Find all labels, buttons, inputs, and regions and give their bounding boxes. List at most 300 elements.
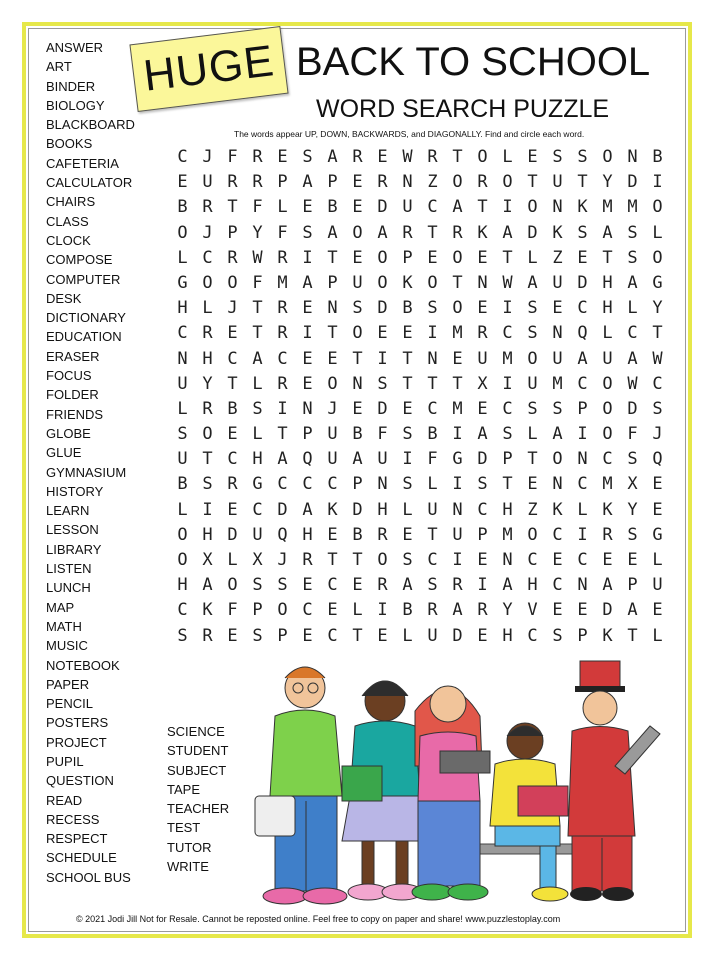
grid-letter: I [477, 575, 488, 596]
grid-letter: F [227, 600, 238, 621]
grid-letter: I [652, 172, 663, 193]
grid-letter: N [402, 172, 413, 193]
grid-letter: E [227, 424, 238, 445]
grid-letter: I [402, 449, 413, 470]
grid-letter: E [577, 247, 588, 268]
grid-letter: O [177, 524, 188, 545]
word-list-item: FOLDER [46, 387, 99, 403]
grid-letter: M [602, 197, 613, 218]
word-list-item: TAPE [167, 781, 200, 797]
grid-letter: J [652, 424, 663, 445]
grid-letter: C [552, 575, 563, 596]
grid-letter: G [652, 272, 663, 293]
grid-letter: R [452, 222, 463, 243]
grid-letter: E [452, 348, 463, 369]
grid-letter: R [477, 323, 488, 344]
grid-letter: I [577, 524, 588, 545]
word-list-item: PENCIL [46, 696, 93, 712]
grid-letter: D [627, 172, 638, 193]
grid-letter: A [602, 222, 613, 243]
grid-letter: U [177, 449, 188, 470]
grid-letter: T [252, 298, 263, 319]
grid-letter: X [477, 373, 488, 394]
grid-letter: O [527, 348, 538, 369]
letter-grid [170, 145, 670, 649]
grid-letter: O [177, 550, 188, 570]
grid-letter: D [277, 499, 288, 520]
grid-letter: U [552, 348, 563, 369]
grid-letter: S [402, 550, 413, 570]
grid-letter: H [602, 298, 613, 319]
grid-letter: P [277, 625, 288, 646]
grid-letter: E [302, 625, 313, 646]
grid-letter: T [327, 247, 338, 268]
grid-letter: T [427, 222, 438, 243]
grid-letter: R [277, 298, 288, 319]
grid-letter: C [327, 474, 338, 495]
grid-letter: Y [252, 222, 263, 243]
grid-letter: R [377, 172, 388, 193]
grid-letter: S [427, 298, 438, 319]
grid-letter: A [527, 272, 538, 293]
grid-letter: E [227, 323, 238, 344]
grid-letter: T [402, 348, 413, 369]
student-3-figure [412, 686, 490, 900]
grid-letter: S [502, 424, 513, 445]
grid-letter: I [452, 550, 463, 570]
grid-letter: P [352, 474, 363, 495]
grid-letter: S [402, 474, 413, 495]
grid-letter: N [552, 474, 563, 495]
grid-letter: M [627, 197, 638, 218]
grid-letter: O [352, 222, 363, 243]
grid-letter: L [402, 499, 413, 520]
word-list-item: STUDENT [167, 743, 229, 759]
grid-letter: D [377, 197, 388, 218]
grid-letter: T [227, 373, 238, 394]
grid-letter: Q [652, 449, 663, 470]
grid-letter: R [227, 172, 238, 193]
word-list-item: READ [46, 792, 83, 808]
grid-letter: E [652, 499, 663, 520]
grid-letter: O [202, 424, 213, 445]
huge-badge-text: HUGE [140, 36, 277, 101]
grid-letter: A [327, 147, 338, 167]
grid-letter: K [577, 197, 588, 218]
grid-letter: A [502, 222, 513, 243]
grid-letter: S [627, 449, 638, 470]
grid-letter: L [627, 298, 638, 319]
grid-letter: F [427, 449, 438, 470]
grid-letter: D [227, 524, 238, 545]
grid-letter: T [352, 625, 363, 646]
grid-letter: O [527, 197, 538, 218]
grid-letter: T [352, 550, 363, 570]
grid-letter: R [277, 323, 288, 344]
grid-letter: K [402, 272, 413, 293]
grid-letter: U [252, 524, 263, 545]
grid-letter: B [227, 398, 238, 419]
grid-letter: T [452, 272, 463, 293]
grid-letter: E [327, 524, 338, 545]
student-1-figure [255, 667, 347, 904]
grid-letter: N [377, 474, 388, 495]
grid-letter: L [602, 323, 613, 344]
grid-letter: O [602, 373, 613, 394]
grid-letter: R [227, 474, 238, 495]
grid-letter: M [452, 323, 463, 344]
grid-row [170, 447, 670, 472]
word-list-item: PROJECT [46, 734, 107, 750]
grid-letter: E [527, 147, 538, 167]
grid-letter: R [427, 600, 438, 621]
grid-row [170, 523, 670, 548]
grid-letter: Y [202, 373, 213, 394]
grid-letter: F [377, 424, 388, 445]
grid-letter: L [652, 222, 663, 243]
word-list-item: CLASS [46, 213, 89, 229]
grid-letter: H [502, 499, 513, 520]
grid-letter: M [502, 348, 513, 369]
grid-letter: A [627, 272, 638, 293]
grid-letter: R [252, 147, 263, 167]
grid-letter: T [402, 373, 413, 394]
grid-letter: M [452, 398, 463, 419]
grid-row [170, 271, 670, 296]
students-illustration [250, 656, 680, 916]
word-list-item: PUPIL [46, 753, 84, 769]
word-list-item: CLOCK [46, 232, 91, 248]
grid-letter: S [252, 398, 263, 419]
grid-letter: A [627, 600, 638, 621]
grid-letter: Q [302, 449, 313, 470]
grid-letter: B [352, 524, 363, 545]
grid-letter: O [327, 373, 338, 394]
word-list-item: DESK [46, 290, 82, 306]
grid-letter: L [177, 499, 188, 520]
grid-letter: R [402, 222, 413, 243]
grid-letter: H [377, 499, 388, 520]
grid-row [170, 296, 670, 321]
grid-letter: N [552, 323, 563, 344]
word-list-item: GYMNASIUM [46, 464, 127, 480]
grid-letter: P [477, 524, 488, 545]
grid-letter: S [627, 222, 638, 243]
grid-letter: A [202, 575, 213, 596]
grid-letter: E [477, 398, 488, 419]
grid-row [170, 145, 670, 170]
grid-letter: J [202, 222, 213, 243]
grid-letter: S [527, 298, 538, 319]
grid-letter: U [377, 449, 388, 470]
grid-letter: O [652, 197, 663, 218]
grid-letter: N [552, 197, 563, 218]
grid-letter: I [452, 474, 463, 495]
grid-letter: B [177, 197, 188, 218]
grid-letter: E [302, 197, 313, 218]
grid-letter: E [302, 348, 313, 369]
grid-letter: R [277, 373, 288, 394]
grid-row [170, 598, 670, 623]
grid-letter: U [477, 348, 488, 369]
grid-letter: S [552, 625, 563, 646]
word-list-item: BINDER [46, 78, 96, 94]
grid-letter: U [327, 449, 338, 470]
grid-letter: U [652, 575, 663, 596]
grid-letter: C [527, 550, 538, 570]
grid-letter: C [277, 348, 288, 369]
word-list-item: POSTERS [46, 715, 109, 731]
grid-letter: E [377, 625, 388, 646]
grid-letter: P [227, 222, 238, 243]
word-list-item: CHAIRS [46, 194, 96, 210]
grid-letter: F [627, 424, 638, 445]
grid-letter: J [327, 398, 338, 419]
grid-letter: E [302, 373, 313, 394]
grid-letter: N [352, 373, 363, 394]
word-list-item: SCHEDULE [46, 850, 117, 866]
grid-letter: U [602, 348, 613, 369]
grid-letter: D [477, 449, 488, 470]
grid-letter: S [302, 147, 313, 167]
grid-letter: N [452, 499, 463, 520]
grid-letter: P [252, 600, 263, 621]
word-list-item: FRIENDS [46, 406, 104, 422]
grid-letter: O [227, 575, 238, 596]
grid-letter: L [177, 247, 188, 268]
word-list-item: COMPUTER [46, 271, 121, 287]
grid-letter: A [302, 272, 313, 293]
grid-letter: C [302, 474, 313, 495]
grid-row [170, 573, 670, 598]
grid-letter: U [527, 373, 538, 394]
grid-letter: A [452, 197, 463, 218]
word-list-item: LUNCH [46, 580, 91, 596]
grid-letter: O [352, 323, 363, 344]
grid-letter: Q [577, 323, 588, 344]
grid-letter: F [227, 147, 238, 167]
grid-letter: F [252, 197, 263, 218]
word-list-item: COMPOSE [46, 252, 113, 268]
grid-letter: O [602, 424, 613, 445]
word-list-item: ART [46, 59, 72, 75]
grid-letter: F [252, 272, 263, 293]
grid-letter: L [402, 625, 413, 646]
grid-letter: C [327, 575, 338, 596]
grid-letter: M [552, 373, 563, 394]
word-list-item: RESPECT [46, 831, 108, 847]
grid-letter: E [577, 600, 588, 621]
grid-letter: L [577, 499, 588, 520]
grid-letter: C [202, 247, 213, 268]
grid-letter: C [177, 147, 188, 167]
grid-letter: R [427, 147, 438, 167]
grid-letter: U [202, 172, 213, 193]
grid-row [170, 246, 670, 271]
grid-letter: H [302, 524, 313, 545]
grid-letter: D [627, 398, 638, 419]
grid-letter: S [177, 625, 188, 646]
grid-row [170, 347, 670, 372]
grid-letter: S [552, 398, 563, 419]
grid-letter: T [352, 348, 363, 369]
grid-letter: S [527, 323, 538, 344]
grid-letter: N [502, 550, 513, 570]
grid-letter: E [477, 550, 488, 570]
grid-letter: N [177, 348, 188, 369]
grid-letter: Y [627, 499, 638, 520]
word-list-item: LESSON [46, 522, 99, 538]
grid-letter: L [202, 298, 213, 319]
grid-letter: E [352, 197, 363, 218]
grid-letter: A [402, 575, 413, 596]
grid-letter: C [427, 197, 438, 218]
grid-letter: J [227, 298, 238, 319]
grid-letter: Q [277, 524, 288, 545]
grid-letter: R [252, 172, 263, 193]
grid-letter: D [377, 298, 388, 319]
student-4-figure [490, 723, 568, 901]
grid-letter: L [527, 247, 538, 268]
grid-letter: H [602, 272, 613, 293]
grid-letter: O [202, 272, 213, 293]
grid-letter: B [652, 147, 663, 167]
grid-letter: I [277, 398, 288, 419]
grid-letter: E [227, 499, 238, 520]
grid-letter: C [302, 600, 313, 621]
word-list-item: LIBRARY [46, 541, 102, 557]
grid-letter: A [327, 222, 338, 243]
grid-letter: O [552, 449, 563, 470]
grid-letter: L [427, 474, 438, 495]
grid-letter: O [452, 172, 463, 193]
grid-letter: D [377, 398, 388, 419]
grid-letter: C [502, 323, 513, 344]
word-list-item: MUSIC [46, 638, 88, 654]
grid-letter: T [602, 247, 613, 268]
grid-letter: O [452, 247, 463, 268]
grid-letter: I [377, 600, 388, 621]
grid-letter: T [627, 625, 638, 646]
instructions: The words appear UP, DOWN, BACKWARDS, and DIAGONALLY. Find and circle each word. [234, 129, 585, 139]
grid-letter: Y [602, 172, 613, 193]
grid-letter: T [327, 550, 338, 570]
grid-letter: T [227, 197, 238, 218]
word-list-item: TEACHER [167, 801, 230, 817]
grid-letter: S [477, 474, 488, 495]
grid-letter: T [452, 147, 463, 167]
grid-letter: E [327, 348, 338, 369]
grid-letter: C [652, 373, 663, 394]
grid-letter: W [252, 247, 263, 268]
word-list-item: CALCULATOR [46, 175, 133, 191]
grid-letter: F [277, 222, 288, 243]
grid-letter: N [327, 298, 338, 319]
grid-letter: R [602, 524, 613, 545]
grid-letter: E [277, 147, 288, 167]
grid-letter: S [627, 247, 638, 268]
grid-letter: G [652, 524, 663, 545]
grid-row [170, 221, 670, 246]
grid-letter: T [252, 323, 263, 344]
word-list-column-1 [46, 38, 135, 887]
grid-letter: O [527, 524, 538, 545]
grid-letter: U [177, 373, 188, 394]
grid-letter: B [427, 424, 438, 445]
word-list-item: EDUCATION [46, 329, 122, 345]
grid-letter: P [402, 247, 413, 268]
grid-letter: I [502, 298, 513, 319]
grid-letter: T [577, 172, 588, 193]
grid-letter: W [502, 272, 513, 293]
grid-letter: C [177, 600, 188, 621]
grid-letter: S [352, 298, 363, 319]
grid-letter: T [652, 323, 663, 344]
grid-letter: E [527, 474, 538, 495]
grid-letter: K [477, 222, 488, 243]
word-list-item: ANSWER [46, 40, 104, 55]
grid-letter: N [477, 272, 488, 293]
grid-letter: P [577, 398, 588, 419]
grid-letter: H [527, 575, 538, 596]
grid-letter: S [527, 398, 538, 419]
grid-letter: D [602, 600, 613, 621]
grid-letter: S [627, 524, 638, 545]
word-list-column-2 [167, 722, 229, 876]
word-list-item: ERASER [46, 348, 100, 364]
grid-letter: X [202, 550, 213, 570]
grid-letter: T [452, 373, 463, 394]
grid-letter: Y [652, 298, 663, 319]
grid-letter: L [252, 424, 263, 445]
title-word-search-puzzle: WORD SEARCH PUZZLE [316, 95, 610, 123]
grid-letter: T [427, 524, 438, 545]
grid-row [170, 321, 670, 346]
grid-letter: O [602, 147, 613, 167]
grid-letter: A [252, 348, 263, 369]
student-5-figure [568, 661, 660, 901]
title-back-to-school: BACK TO SCHOOL [296, 40, 651, 84]
grid-letter: D [527, 222, 538, 243]
word-list-item: QUESTION [46, 773, 114, 789]
grid-letter: H [252, 449, 263, 470]
grid-letter: C [477, 499, 488, 520]
grid-letter: O [602, 398, 613, 419]
grid-letter: I [302, 247, 313, 268]
word-list-item: SCHOOL BUS [46, 869, 131, 885]
grid-letter: R [202, 323, 213, 344]
grid-letter: A [552, 424, 563, 445]
grid-row [170, 472, 670, 497]
grid-letter: W [627, 373, 638, 394]
grid-letter: E [552, 600, 563, 621]
grid-letter: R [452, 575, 463, 596]
grid-letter: I [427, 323, 438, 344]
grid-letter: S [252, 625, 263, 646]
grid-letter: A [502, 575, 513, 596]
grid-letter: S [252, 575, 263, 596]
grid-letter: E [652, 474, 663, 495]
grid-letter: S [552, 147, 563, 167]
grid-letter: U [427, 499, 438, 520]
word-list-item: LISTEN [46, 561, 92, 577]
grid-letter: T [202, 449, 213, 470]
grid-letter: I [502, 197, 513, 218]
grid-letter: T [502, 474, 513, 495]
grid-letter: C [277, 474, 288, 495]
grid-letter: E [602, 550, 613, 570]
grid-letter: A [627, 348, 638, 369]
